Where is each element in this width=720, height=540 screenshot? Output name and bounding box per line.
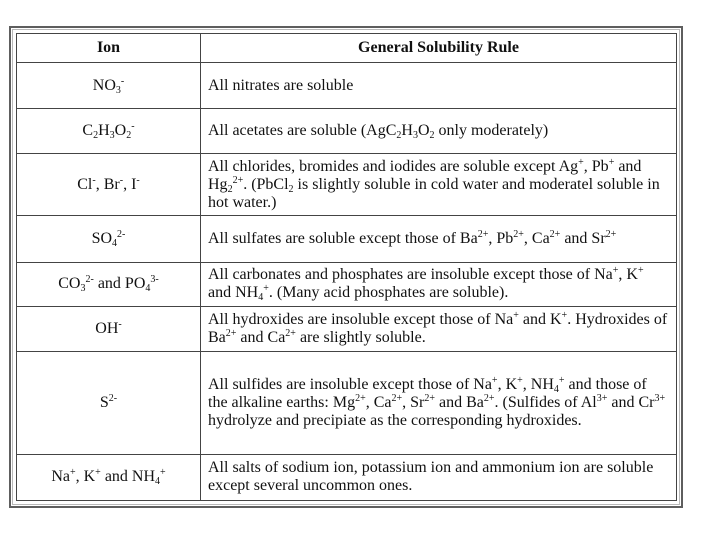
superscript: 2-	[108, 392, 118, 404]
subscript: 3	[115, 84, 121, 96]
ion-cell: Cl-, Br-, I-	[17, 153, 201, 216]
header-row	[17, 34, 677, 63]
ion-cell: $CO_3^{2-}$ and $PO_4^{3-}$	[17, 262, 201, 306]
superscript: -	[118, 318, 122, 330]
superscript: +	[69, 467, 76, 479]
superscript: -	[92, 174, 96, 186]
superscript: +	[608, 156, 615, 168]
superscript: -	[119, 174, 124, 186]
superscript: -	[120, 75, 125, 87]
rule-cell: All chlorides, bromides and iodides are soluble except Ag+, Pb+ and $Hg_2^{2+}$. (PbCl$_2$ is slightly soluble in cold water and moderatel soluble in hot water.)	[201, 153, 677, 216]
subscript: 4	[155, 476, 161, 488]
table-row	[17, 216, 677, 262]
superscript: +	[637, 265, 644, 277]
superscript: 3-	[150, 274, 159, 286]
superscript: 2+	[477, 229, 489, 241]
subscript: 2	[396, 130, 402, 142]
subscript: 3	[80, 283, 86, 295]
ion-column-header: Ion	[17, 34, 201, 63]
superscript: +	[160, 467, 166, 479]
superscript: 2+	[285, 327, 296, 339]
subscript: 4	[112, 238, 118, 250]
superscript: +	[263, 283, 269, 295]
superscript: 2+	[605, 229, 617, 241]
table-row	[17, 454, 677, 500]
superscript: +	[578, 156, 584, 168]
subscript: 4	[553, 383, 559, 395]
subscript: 4	[258, 292, 264, 304]
superscript: 2+	[549, 229, 561, 241]
superscript: -	[136, 174, 140, 186]
ion-cell: $SO_4^{2-}$	[17, 216, 201, 262]
superscript: 2+	[232, 174, 244, 186]
superscript: 2+	[391, 392, 403, 404]
subscript: 3	[109, 130, 115, 142]
table-row	[17, 63, 677, 109]
subscript: 2	[288, 183, 294, 195]
ion-cell: Na+, K+ and $NH_4^+$	[17, 454, 201, 500]
rule-cell: All nitrates are soluble	[201, 63, 677, 109]
solubility-table	[16, 33, 677, 501]
superscript: +	[491, 374, 498, 386]
subscript: 2	[93, 130, 99, 142]
subscript: 2	[429, 130, 435, 142]
superscript: +	[513, 309, 519, 321]
table-row	[17, 307, 677, 351]
superscript: +	[95, 467, 101, 479]
subscript: 3	[412, 130, 418, 142]
rule-cell: All hydroxides are insoluble except those of Na+ and K+. Hydroxides of $Ba^{2+}$ and $Ca^{2+}$ are slightly soluble.	[201, 307, 677, 351]
superscript: 2+	[225, 327, 237, 339]
superscript: +	[612, 265, 619, 277]
rule-cell: All acetates are soluble ($AgC_2H_3O_2$ only moderately)	[201, 109, 677, 153]
table-frame	[9, 26, 683, 508]
rule-cell: All salts of sodium ion, potassium ion and ammonium ion are soluble except several uncommon ones.	[201, 454, 677, 500]
subscript: 4	[145, 283, 151, 295]
ion-cell: $S^{2-}$	[17, 351, 201, 454]
rule-cell: All carbonates and phosphates are insoluble except those of Na+, K+ and $NH_4^+$. (Many acid phosphates are soluble).	[201, 262, 677, 306]
superscript: 2+	[355, 392, 366, 404]
superscript: +	[561, 309, 568, 321]
subscript: 2	[227, 183, 233, 195]
superscript: 2-	[85, 274, 94, 286]
table-row	[17, 262, 677, 306]
superscript: 3+	[654, 392, 666, 404]
table-row	[17, 109, 677, 153]
superscript: +	[558, 374, 565, 386]
rule-cell: All sulfates are soluble except those of $Ba^{2+}$, $Pb^{2+}$, $Ca^{2+}$ and $Sr^{2+}$	[201, 216, 677, 262]
superscript: 2+	[424, 392, 435, 404]
superscript: 3+	[596, 392, 608, 404]
superscript: 2-	[117, 229, 126, 241]
table-row	[17, 153, 677, 216]
superscript: -	[131, 121, 135, 133]
table-row	[17, 351, 677, 454]
subscript: 2	[126, 130, 132, 142]
rule-column-header: General Solubility Rule	[201, 34, 677, 63]
ion-cell: OH-	[17, 307, 201, 351]
rule-cell: All sulfides are insoluble except those of Na+, K+, $NH_4^+$ and those of the alkaline earths: $Mg^{2+}$, $Ca^{2+}$, $Sr^{2+}$ and $Ba^{2+}$. (Sulfides of $Al^{3+}$ and $Cr^{3+}$ hydrolyze and precipiate as the corresponding hydroxides.	[201, 351, 677, 454]
ion-cell: $C_2H_3O_2^-$	[17, 109, 201, 153]
ion-cell: $NO_3^-$	[17, 63, 201, 109]
superscript: 2+	[513, 229, 524, 241]
superscript: 2+	[483, 392, 495, 404]
superscript: +	[517, 374, 523, 386]
